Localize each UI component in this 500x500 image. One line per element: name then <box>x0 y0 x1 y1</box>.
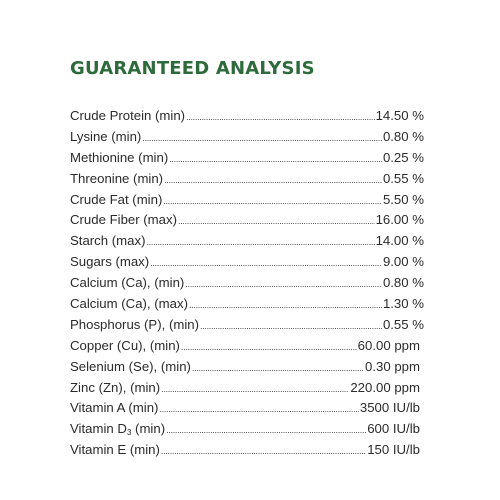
nutrient-name: Zinc (Zn), (min) <box>70 379 161 395</box>
nutrient-name: Phosphorus (P), (min) <box>70 316 199 332</box>
nutrient-value: 0.80 % <box>382 275 424 291</box>
nutrient-name: Crude Protein (min) <box>70 108 186 123</box>
nutrient-value: 0.80 % <box>382 128 424 144</box>
nutrient-value: 9.00 % <box>382 254 424 270</box>
dot-leader <box>164 170 382 191</box>
analysis-row-threonine <box>70 169 424 190</box>
analysis-row-crude-fat <box>70 190 424 211</box>
nutrient-name-suffix: (min) <box>131 421 166 437</box>
nutrient-value: 150 IU/lb <box>367 442 420 458</box>
dot-leader <box>161 379 349 400</box>
analysis-row-vitamin-d3 <box>70 419 424 440</box>
analysis-row-starch <box>70 231 424 252</box>
dot-leader <box>186 107 375 128</box>
analysis-list <box>70 106 424 461</box>
analysis-row-crude-fiber <box>70 210 424 231</box>
dot-leader <box>142 128 382 149</box>
nutrient-value: 5.50 % <box>382 191 424 207</box>
nutrient-name: Calcium (Ca), (min) <box>70 275 185 291</box>
nutrient-name: Vitamin A (min) <box>70 400 159 416</box>
analysis-row-vitamin-a <box>70 398 424 419</box>
nutrient-name: Vitamin E (min) <box>70 442 160 458</box>
nutrient-name: Methionine (min) <box>70 149 169 165</box>
nutrient-name-prefix: Vitamin D <box>70 421 127 437</box>
analysis-row-selenium <box>70 357 424 378</box>
analysis-row-sugars <box>70 252 424 273</box>
nutrient-name: Sugars (max) <box>70 254 150 270</box>
dot-leader <box>159 399 358 420</box>
analysis-row-zinc <box>70 378 424 399</box>
nutrient-value: 3500 IU/lb <box>359 400 420 416</box>
dot-leader <box>185 274 382 295</box>
dot-leader <box>161 441 366 462</box>
dot-leader <box>181 337 357 358</box>
nutrient-name: Crude Fiber (max) <box>70 212 177 228</box>
dot-leader <box>146 232 374 253</box>
analysis-row-vitamin-e <box>70 440 424 461</box>
analysis-row-calcium-max <box>70 294 424 315</box>
nutrient-value: 220.00 ppm <box>350 379 420 395</box>
nutrient-value: 0.55 % <box>382 316 424 332</box>
nutrient-value: 1.30 % <box>382 296 424 312</box>
analysis-row-lysine <box>70 127 424 148</box>
nutrient-name-subscript: 3 <box>126 428 132 438</box>
nutrient-name: Threonine (min) <box>70 170 164 186</box>
nutrient-value: 16.00 % <box>375 212 424 228</box>
nutrient-name: Starch (max) <box>70 233 146 249</box>
nutrient-value: 0.30 ppm <box>365 358 420 374</box>
nutrient-value: 14.50 % <box>375 108 424 123</box>
analysis-row-methionine <box>70 148 424 169</box>
analysis-row-crude-protein <box>70 106 424 127</box>
nutrient-value: 0.25 % <box>382 149 424 165</box>
nutrient-name: Crude Fat (min) <box>70 191 163 207</box>
nutrient-value: 600 IU/lb <box>367 421 420 437</box>
analysis-row-calcium-min <box>70 273 424 294</box>
page-title: GUARANTEED ANALYSIS <box>70 58 315 79</box>
dot-leader <box>169 149 382 170</box>
analysis-row-phosphorus <box>70 315 424 336</box>
nutrient-name: Lysine (min) <box>70 128 142 144</box>
dot-leader <box>189 295 382 316</box>
analysis-row-copper <box>70 336 424 357</box>
dot-leader <box>166 420 366 441</box>
nutrient-value: 0.55 % <box>382 170 424 186</box>
dot-leader <box>150 253 382 274</box>
nutrient-name: Calcium (Ca), (max) <box>70 296 188 312</box>
dot-leader <box>192 358 364 379</box>
dot-leader <box>200 316 382 337</box>
nutrient-name: Selenium (Se), (min) <box>70 358 191 374</box>
dot-leader <box>178 211 375 232</box>
dot-leader <box>163 191 382 212</box>
nutrient-value: 14.00 % <box>375 233 424 249</box>
nutrient-value: 60.00 ppm <box>357 337 420 353</box>
nutrient-name: Copper (Cu), (min) <box>70 337 180 353</box>
